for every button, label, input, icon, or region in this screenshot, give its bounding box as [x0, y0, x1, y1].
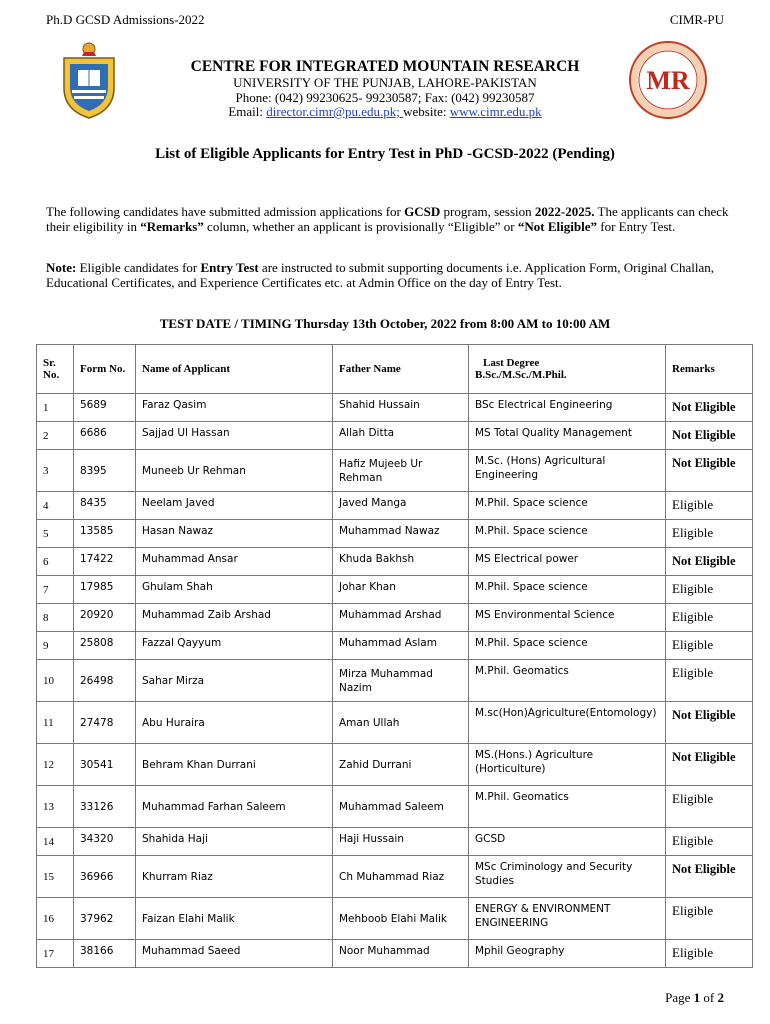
- cell-father-name: Shahid Hussain: [333, 394, 469, 422]
- contact-phone: Phone: (042) 99230625- 99230587; Fax: (042) 99230587: [235, 90, 535, 105]
- cell-father-name: Khuda Bakhsh: [333, 548, 469, 576]
- note-text: Eligible candidates for: [76, 260, 201, 275]
- header-remarks: Remarks: [666, 345, 753, 394]
- cell-sr-no: 2: [37, 422, 74, 450]
- cell-last-degree: M.Phil. Space science: [469, 632, 666, 660]
- cell-last-degree: MSc Criminology and Security Studies: [469, 856, 666, 898]
- table-row: [37, 898, 753, 940]
- cell-applicant-name: Muhammad Farhan Saleem: [136, 786, 333, 828]
- table-row: [37, 576, 753, 604]
- table-row: [37, 660, 753, 702]
- cell-father-name: Muhammad Arshad: [333, 604, 469, 632]
- header-form-no: Form No.: [74, 345, 136, 394]
- cell-last-degree: M.Phil. Space science: [469, 492, 666, 520]
- intro-text: column, whether an applicant is provisionally “Eligible” or: [203, 219, 518, 234]
- header-applicant-name: Name of Applicant: [136, 345, 333, 394]
- table-row: [37, 520, 753, 548]
- website-link[interactable]: www.cimr.edu.pk: [449, 104, 542, 119]
- note-text: are instructed to submit supporting documents i.e. Application Form, Original Challan, Educational Certificates, and Experience Certificates etc. at Admin Office on the day of Entry Test.: [46, 260, 714, 290]
- cell-applicant-name: Muhammad Saeed: [136, 940, 333, 968]
- cell-form-no: 6686: [74, 422, 136, 450]
- cell-remarks: Eligible: [666, 632, 753, 660]
- cimr-logo-letters: MR: [646, 66, 690, 95]
- cell-sr-no: 9: [37, 632, 74, 660]
- cell-remarks: Not Eligible: [666, 422, 753, 450]
- contact-email-line: [0, 104, 770, 120]
- cell-sr-no: 4: [37, 492, 74, 520]
- cell-form-no: 30541: [74, 744, 136, 786]
- table-row: [37, 394, 753, 422]
- cell-last-degree: M.Phil. Space science: [469, 576, 666, 604]
- intro-text: The applicants can check their eligibility in: [46, 204, 729, 234]
- cell-sr-no: 13: [37, 786, 74, 828]
- intro-text: for Entry Test.: [596, 219, 676, 234]
- intro-remarks: “Remarks”: [140, 219, 204, 234]
- cell-applicant-name: Muneeb Ur Rehman: [136, 450, 333, 492]
- cell-applicant-name: Neelam Javed: [136, 492, 333, 520]
- table-row: [37, 604, 753, 632]
- running-header-left: Ph.D GCSD Admissions-2022: [46, 12, 205, 27]
- table-row: [37, 856, 753, 898]
- cell-form-no: 17985: [74, 576, 136, 604]
- cell-sr-no: 11: [37, 702, 74, 744]
- cell-father-name: Hafiz Mujeeb Ur Rehman: [333, 450, 469, 492]
- cell-remarks: Not Eligible: [666, 702, 753, 744]
- cell-remarks: Not Eligible: [666, 450, 753, 492]
- cell-sr-no: 14: [37, 828, 74, 856]
- cell-father-name: Muhammad Aslam: [333, 632, 469, 660]
- cell-last-degree: M.Sc. (Hons) Agricultural Engineering: [469, 450, 666, 492]
- cell-form-no: 25808: [74, 632, 136, 660]
- cell-sr-no: 7: [37, 576, 74, 604]
- cell-applicant-name: Sajjad Ul Hassan: [136, 422, 333, 450]
- cell-applicant-name: Fazzal Qayyum: [136, 632, 333, 660]
- cell-last-degree: M.Phil. Geomatics: [469, 660, 666, 702]
- cell-remarks: Eligible: [666, 660, 753, 702]
- cell-last-degree: MS Total Quality Management: [469, 422, 666, 450]
- cell-applicant-name: Faizan Elahi Malik: [136, 898, 333, 940]
- intro-session: 2022-2025.: [534, 204, 595, 219]
- cell-sr-no: 16: [37, 898, 74, 940]
- table-row: [37, 450, 753, 492]
- university-name: UNIVERSITY OF THE PUNJAB, LAHORE-PAKISTAN: [233, 75, 537, 90]
- cell-remarks: Not Eligible: [666, 548, 753, 576]
- intro-text: program, session: [440, 204, 535, 219]
- cell-remarks: Eligible: [666, 898, 753, 940]
- table-row: [37, 632, 753, 660]
- cell-applicant-name: Sahar Mirza: [136, 660, 333, 702]
- total-pages: 2: [717, 990, 724, 1005]
- table-row: [37, 940, 753, 968]
- cell-sr-no: 17: [37, 940, 74, 968]
- cell-father-name: Muhammad Nawaz: [333, 520, 469, 548]
- website-label: website:: [403, 104, 450, 119]
- cell-sr-no: 3: [37, 450, 74, 492]
- cell-form-no: 8435: [74, 492, 136, 520]
- cell-father-name: Mirza Muhammad Nazim: [333, 660, 469, 702]
- header-last-degree: [469, 345, 666, 394]
- running-header-right: CIMR-PU: [669, 12, 724, 27]
- cell-father-name: Aman Ullah: [333, 702, 469, 744]
- cell-sr-no: 5: [37, 520, 74, 548]
- cell-applicant-name: Faraz Qasim: [136, 394, 333, 422]
- cell-remarks: Eligible: [666, 520, 753, 548]
- note-label: Note:: [46, 260, 77, 275]
- cell-applicant-name: Shahida Haji: [136, 828, 333, 856]
- cell-sr-no: 6: [37, 548, 74, 576]
- cell-father-name: Ch Muhammad Riaz: [333, 856, 469, 898]
- table-row: [37, 786, 753, 828]
- cell-form-no: 34320: [74, 828, 136, 856]
- cell-father-name: Muhammad Saleem: [333, 786, 469, 828]
- cell-form-no: 5689: [74, 394, 136, 422]
- cell-form-no: 36966: [74, 856, 136, 898]
- page-label: Page: [665, 990, 694, 1005]
- cell-remarks: Eligible: [666, 492, 753, 520]
- current-page: 1: [693, 990, 701, 1005]
- cell-sr-no: 8: [37, 604, 74, 632]
- cell-last-degree: ENERGY & ENVIRONMENT ENGINEERING: [469, 898, 666, 940]
- table-header-row: [37, 345, 753, 394]
- cell-last-degree: M.Phil. Space science: [469, 520, 666, 548]
- cell-last-degree: MS.(Hons.) Agriculture (Horticulture): [469, 744, 666, 786]
- cell-form-no: 13585: [74, 520, 136, 548]
- cell-applicant-name: Muhammad Zaib Arshad: [136, 604, 333, 632]
- cell-applicant-name: Abu Huraira: [136, 702, 333, 744]
- cell-form-no: 27478: [74, 702, 136, 744]
- cell-form-no: 37962: [74, 898, 136, 940]
- page-of: of: [700, 990, 718, 1005]
- cell-last-degree: MS Environmental Science: [469, 604, 666, 632]
- table-row: [37, 744, 753, 786]
- cell-form-no: 17422: [74, 548, 136, 576]
- cell-applicant-name: Muhammad Ansar: [136, 548, 333, 576]
- table-row: [37, 702, 753, 744]
- cell-last-degree: Mphil Geography: [469, 940, 666, 968]
- eligibility-table: [36, 344, 753, 968]
- cell-form-no: 33126: [74, 786, 136, 828]
- cell-father-name: Zahid Durrani: [333, 744, 469, 786]
- table-row: [37, 828, 753, 856]
- cell-form-no: 8395: [74, 450, 136, 492]
- intro-program: GCSD: [404, 204, 441, 219]
- intro-text: The following candidates have submitted admission applications for: [46, 204, 405, 219]
- cell-last-degree: MS Electrical power: [469, 548, 666, 576]
- cell-last-degree: M.sc(Hon)Agriculture(Entomology): [469, 702, 666, 744]
- cell-form-no: 26498: [74, 660, 136, 702]
- page-number: [665, 990, 724, 1006]
- header-sr-no: Sr. No.: [37, 345, 74, 394]
- cell-father-name: Javed Manga: [333, 492, 469, 520]
- cell-sr-no: 10: [37, 660, 74, 702]
- cell-sr-no: 12: [37, 744, 74, 786]
- cell-sr-no: 1: [37, 394, 74, 422]
- organization-name: CENTRE FOR INTEGRATED MOUNTAIN RESEARCH: [190, 58, 580, 75]
- note-entry-test: Entry Test: [200, 260, 259, 275]
- table-row: [37, 548, 753, 576]
- cell-father-name: Haji Hussain: [333, 828, 469, 856]
- cell-form-no: 20920: [74, 604, 136, 632]
- header-father-name: Father Name: [333, 345, 469, 394]
- cell-father-name: Noor Muhammad: [333, 940, 469, 968]
- cell-remarks: Eligible: [666, 828, 753, 856]
- cell-remarks: Not Eligible: [666, 744, 753, 786]
- cell-father-name: Johar Khan: [333, 576, 469, 604]
- cell-remarks: Eligible: [666, 604, 753, 632]
- cell-remarks: Not Eligible: [666, 394, 753, 422]
- cell-remarks: Eligible: [666, 940, 753, 968]
- cell-applicant-name: Ghulam Shah: [136, 576, 333, 604]
- test-date-timing: TEST DATE / TIMING Thursday 13th October, 2022 from 8:00 AM to 10:00 AM: [159, 316, 611, 331]
- document-title: List of Eligible Applicants for Entry Test in PhD -GCSD-2022 (Pending): [155, 146, 615, 162]
- cell-remarks: Eligible: [666, 786, 753, 828]
- cell-last-degree: BSc Electrical Engineering: [469, 394, 666, 422]
- cell-form-no: 38166: [74, 940, 136, 968]
- cell-sr-no: 15: [37, 856, 74, 898]
- email-link[interactable]: director.cimr@pu.edu.pk;: [266, 104, 404, 119]
- note-paragraph: [46, 260, 736, 290]
- cell-remarks: Eligible: [666, 576, 753, 604]
- table-row: [37, 422, 753, 450]
- table-row: [37, 492, 753, 520]
- cell-applicant-name: Hasan Nawaz: [136, 520, 333, 548]
- cell-last-degree: GCSD: [469, 828, 666, 856]
- cell-remarks: Not Eligible: [666, 856, 753, 898]
- header-last-degree-line1: Last Degree: [483, 357, 540, 369]
- cell-applicant-name: Khurram Riaz: [136, 856, 333, 898]
- cell-applicant-name: Behram Khan Durrani: [136, 744, 333, 786]
- cell-last-degree: M.Phil. Geomatics: [469, 786, 666, 828]
- intro-paragraph: [46, 204, 736, 234]
- header-last-degree-line2: B.Sc./M.Sc./M.Phil.: [475, 369, 567, 381]
- intro-not-eligible: “Not Eligible”: [517, 219, 597, 234]
- cell-father-name: Mehboob Elahi Malik: [333, 898, 469, 940]
- email-label: Email:: [228, 104, 267, 119]
- cell-father-name: Allah Ditta: [333, 422, 469, 450]
